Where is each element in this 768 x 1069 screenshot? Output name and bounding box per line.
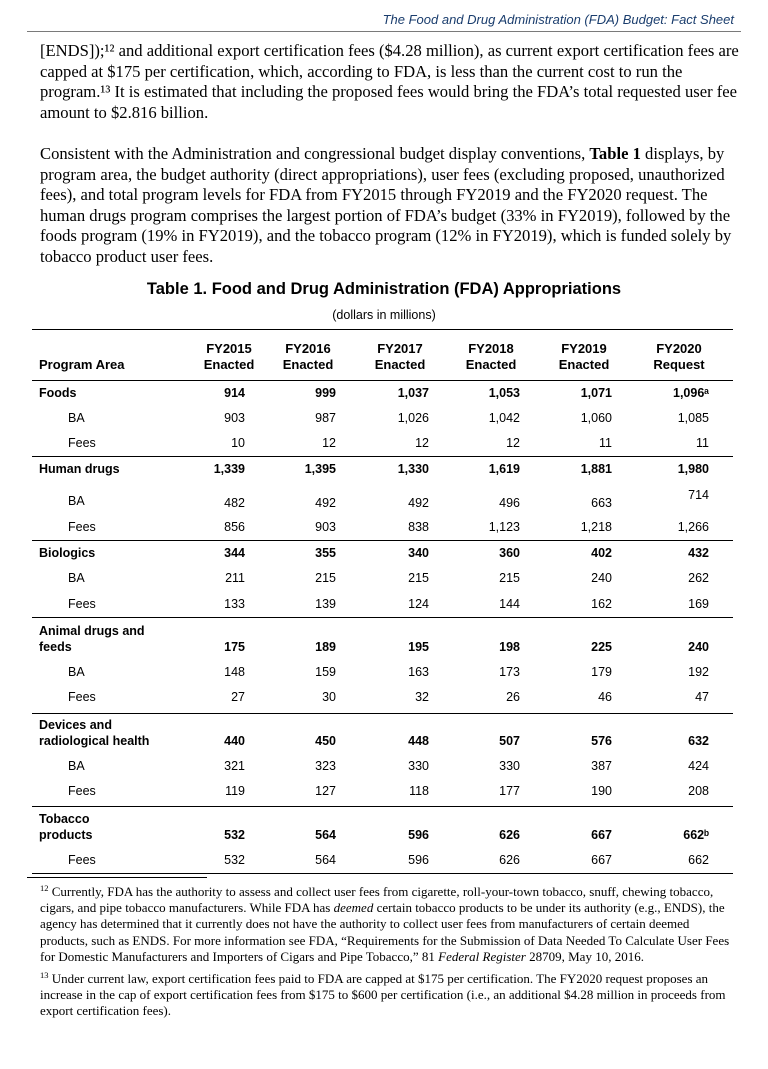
group-rule (32, 713, 733, 714)
column-header-year: FY2020 (656, 341, 702, 356)
footnotes (40, 884, 740, 1026)
table-cell: 173 (499, 665, 520, 679)
table-cell: 532 (224, 828, 245, 842)
table-cell: 626 (499, 828, 520, 842)
table-cell: 564 (315, 828, 336, 842)
program-area-label: Human drugs (39, 462, 120, 476)
table-cell: 448 (408, 734, 429, 748)
table-cell: 1,123 (488, 520, 520, 534)
table-cell: 355 (315, 546, 336, 560)
table-cell: 119 (225, 784, 245, 798)
sub-row-label: Fees (68, 690, 96, 704)
p2-part-c: displays, by program area, the budget authority (direct appropriations), user fees (excluding proposed, unauthorized fees), and total program levels for FDA from FY2015 through FY2019 and the FY2020 request. The human drugs program comprises the largest portion of FDA’s budget (33% in FY2019), followed by the foods program (19% in FY2019), and the tobacco program (12% in FY2019), which is funded solely by tobacco product user fees. (40, 144, 732, 266)
table-cell: 124 (408, 597, 429, 611)
table-cell: 492 (315, 496, 336, 510)
table-cell: 208 (688, 784, 709, 798)
table-cell: 1,053 (488, 386, 520, 400)
sub-row-label: BA (68, 571, 85, 585)
table-cell: 163 (408, 665, 429, 679)
table-cell: 838 (408, 520, 429, 534)
footnote-12-federal-register: Federal Register (438, 948, 526, 964)
table-cell: 1,339 (213, 462, 245, 476)
table-cell: 133 (224, 597, 245, 611)
table-cell: 177 (499, 784, 520, 798)
table-cell: 667 (591, 828, 612, 842)
program-area-label: Biologics (39, 546, 96, 560)
table-cell: 240 (591, 571, 612, 585)
table-cell: 440 (224, 734, 245, 748)
table-cell: 344 (224, 546, 245, 560)
sub-row-label: Fees (68, 853, 96, 867)
sub-row-label: Fees (68, 784, 96, 798)
table-cell: 262 (688, 571, 709, 585)
table-title: Table 1. Food and Drug Administration (FDA) Appropriations (146, 280, 622, 298)
table-cell: 662ᵇ (683, 828, 709, 842)
sub-row-label: BA (68, 411, 85, 425)
table-cell: 903 (224, 411, 245, 425)
table-cell: 1,085 (677, 411, 709, 425)
program-area-label: Devices and (39, 718, 112, 732)
table-cell: 626 (499, 853, 520, 867)
table-cell: 159 (315, 665, 336, 679)
column-header-status: Enacted (282, 357, 334, 372)
p2-part-a: Consistent with the Administration and congressional budget display conventions, (40, 144, 590, 163)
table-cell: 596 (408, 853, 429, 867)
table-cell: 987 (315, 411, 336, 425)
table-cell: 1,395 (304, 462, 336, 476)
table-cell: 667 (591, 853, 612, 867)
table-cell: 211 (225, 571, 245, 585)
table-cell: 26 (506, 690, 520, 704)
footnote-rule (27, 877, 207, 878)
paragraph-2-text (40, 144, 740, 268)
footnote-12-number: 12 (40, 883, 49, 893)
table-cell: 46 (598, 690, 612, 704)
table-cell: 321 (224, 759, 245, 773)
table-cell: 432 (688, 546, 709, 560)
column-header-status: Enacted (374, 357, 426, 372)
program-area-header: Program Area (39, 357, 125, 372)
program-area-label: products (39, 828, 93, 842)
table-cell: 144 (499, 597, 520, 611)
table-cell: 1,881 (580, 462, 612, 476)
paragraph-2 (40, 144, 740, 268)
table-cell: 215 (499, 571, 520, 585)
table-cell: 1,218 (580, 520, 612, 534)
program-area-label: Animal drugs and (39, 624, 145, 638)
table-cell: 1,042 (488, 411, 520, 425)
column-header-year: FY2018 (468, 341, 514, 356)
sub-row-label: Fees (68, 436, 96, 450)
table-cell: 492 (408, 496, 429, 510)
column-header-status: Enacted (558, 357, 610, 372)
header-rule (27, 31, 741, 32)
table-cell: 11 (599, 436, 612, 450)
table-cell: 190 (591, 784, 612, 798)
table-cell: 596 (408, 828, 429, 842)
footnote-12-part-c: certain tobacco products to be under its authority (e.g., ENDS), the agency has determined that it currently does not have the authority to collect user fees from manufacturers of certain deemed products, such as ENDS. For more information see FDA, “Requirements for the Submission of Data Needed To Calculate User Fees for Domestic Manufacturers and Importers of Cigars and Pipe Tobacco,” 81 (40, 900, 730, 964)
table-cell: 118 (409, 784, 429, 798)
table-cell: 32 (415, 690, 429, 704)
table-cell: 856 (224, 520, 245, 534)
table-cell: 330 (408, 759, 429, 773)
table-cell: 714 (688, 488, 709, 502)
table-cell: 139 (315, 597, 336, 611)
table-cell: 179 (591, 665, 612, 679)
paragraph-1 (40, 41, 740, 123)
table-cell: 240 (688, 640, 709, 654)
table-cell: 1,266 (677, 520, 709, 534)
table-cell: 10 (231, 436, 245, 450)
column-header-year: FY2015 (206, 341, 252, 356)
table-cell: 11 (696, 436, 709, 450)
table-cell: 387 (591, 759, 612, 773)
header-bottom-rule (32, 380, 733, 381)
table-cell: 1,330 (397, 462, 429, 476)
footnote-13-number: 13 (40, 970, 49, 981)
column-header-status: Request (653, 357, 705, 372)
table-cell: 323 (315, 759, 336, 773)
program-area-label: Foods (39, 386, 77, 400)
program-area-label: radiological health (39, 734, 150, 748)
footnote-12-deemed: deemed (333, 900, 374, 916)
table-cell: 12 (506, 436, 520, 450)
table-1-reference: Table 1 (589, 144, 641, 163)
table-cell: 175 (224, 640, 245, 654)
table-cell: 450 (315, 734, 336, 748)
footnote-12-part-e: 28709, May 10, 2016. (525, 948, 644, 964)
footnote-12 (40, 884, 740, 965)
group-rule (32, 540, 733, 541)
table-cell: 12 (415, 436, 429, 450)
sub-row-label: Fees (68, 520, 96, 534)
paragraph-1-text: [ENDS]);¹² and additional export certification fees ($4.28 million), as current export certification fees are capped at $175 per certification, which, according to FDA, is less than the current cost to run the program.¹³ It is estimated that including the proposed fees would bring the FDA’s total requested user fee amount to $2.816 billion. (40, 41, 739, 122)
table-cell: 148 (224, 665, 245, 679)
table-cell: 30 (322, 690, 336, 704)
table-cell: 576 (591, 734, 612, 748)
footnote-12-part-a: Currently, FDA has the authority to assess and collect user fees from cigarette, roll-your-town tobacco, snuff, chewing tobacco, cigars, and pipe tobacco manufacturers. While FDA has (40, 884, 714, 916)
table-cell: 195 (408, 640, 429, 654)
table-cell: 564 (315, 853, 336, 867)
running-header: The Food and Drug Administration (FDA) Budget: Fact Sheet (382, 12, 734, 27)
table-cell: 1,619 (488, 462, 520, 476)
table-cell: 914 (224, 386, 245, 400)
table-cell: 12 (322, 436, 336, 450)
table-cell: 424 (688, 759, 709, 773)
group-rule (32, 617, 733, 618)
table-cell: 1,071 (580, 386, 612, 400)
column-header-year: FY2017 (377, 341, 423, 356)
table-cell: 1,026 (397, 411, 429, 425)
table-cell: 192 (688, 665, 709, 679)
group-rule (32, 806, 733, 807)
table-cell: 47 (695, 690, 709, 704)
table-cell: 903 (315, 520, 336, 534)
table-cell: 127 (315, 784, 336, 798)
table-cell: 1,060 (580, 411, 612, 425)
table-cell: 999 (315, 386, 336, 400)
column-header-status: Enacted (465, 357, 517, 372)
table-cell: 663 (591, 496, 612, 510)
table-cell: 496 (499, 496, 520, 510)
footnote-13 (40, 971, 740, 1020)
table-cell: 169 (688, 597, 709, 611)
sub-row-label: BA (68, 759, 85, 773)
column-header-status: Enacted (203, 357, 255, 372)
table-cell: 162 (591, 597, 612, 611)
table-cell: 1,096ᵃ (673, 386, 709, 400)
table-cell: 215 (408, 571, 429, 585)
table-cell: 340 (408, 546, 429, 560)
table-cell: 189 (315, 640, 336, 654)
table-cell: 360 (499, 546, 520, 560)
table-top-rule (32, 329, 733, 330)
table-cell: 402 (591, 546, 612, 560)
table-cell: 662 (688, 853, 709, 867)
sub-row-label: Fees (68, 597, 96, 611)
table-cell: 532 (224, 853, 245, 867)
table-cell: 330 (499, 759, 520, 773)
column-header-year: FY2019 (561, 341, 607, 356)
program-area-label: Tobacco (39, 812, 90, 826)
footnote-13-text: Under current law, export certification fees paid to FDA are capped at $175 per certification. The FY2020 request proposes an increase in the cap of export certification fees from $175 to $600 per certification (i.e., an additional $4.28 million in proceeds from export certification fees). (40, 971, 726, 1019)
table-cell: 225 (591, 640, 612, 654)
table-cell: 215 (315, 571, 336, 585)
table-cell: 1,037 (397, 386, 429, 400)
table-cell: 632 (688, 734, 709, 748)
table-cell: 1,980 (677, 462, 709, 476)
column-header-year: FY2016 (285, 341, 331, 356)
sub-row-label: BA (68, 665, 85, 679)
table-cell: 198 (499, 640, 520, 654)
table-bottom-rule (32, 873, 733, 874)
table-cell: 507 (499, 734, 520, 748)
sub-row-label: BA (68, 494, 85, 508)
program-area-label: feeds (39, 640, 72, 654)
table-cell: 27 (231, 690, 245, 704)
group-rule (32, 456, 733, 457)
table-cell: 482 (224, 496, 245, 510)
table-subtitle: (dollars in millions) (332, 308, 436, 322)
